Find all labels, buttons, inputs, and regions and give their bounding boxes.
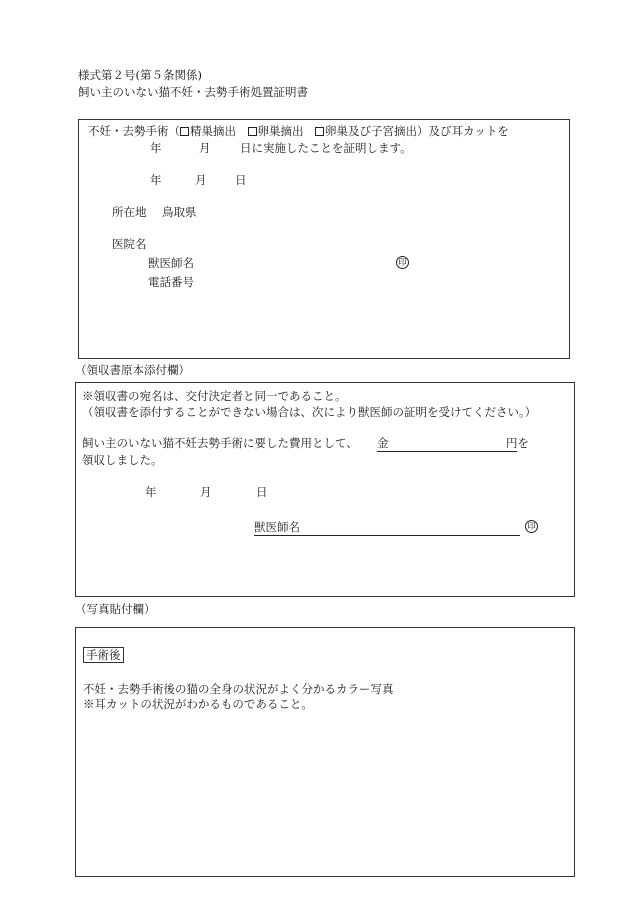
surgery-day-sentence: 日に実施したことを証明します。 xyxy=(240,141,412,155)
receipt-year-label: 年 xyxy=(145,485,157,499)
receipt-section-label: （領収書原本添付欄） xyxy=(75,363,190,377)
receipt-body-line1: 飼い主のいない猫不妊去勢手術に要した費用として、 xyxy=(82,436,358,450)
receipt-month-label: 月 xyxy=(200,485,212,499)
procedure-suffix: ）及び耳カットを xyxy=(417,124,509,138)
checkbox-testes[interactable] xyxy=(180,127,189,136)
receipt-note-2: （領収書を添付することができない場合は、次により獣医師の証明を受けてください。） xyxy=(82,405,537,419)
address-value: 鳥取県 xyxy=(162,205,197,219)
checkbox-ovaries-uterus[interactable] xyxy=(315,127,324,136)
checkbox-ovaries[interactable] xyxy=(248,127,257,136)
photo-instruction-2: ※耳カットの状況がわかるものであること。 xyxy=(83,697,313,711)
amount-yen-label: 円を xyxy=(506,436,529,450)
receipt-note-1: ※領収書の宛名は、交付決定者と同一であること。 xyxy=(82,389,347,403)
surgery-year-label: 年 xyxy=(150,141,162,155)
procedure-prefix: 不妊・去勢手術（ xyxy=(88,124,180,138)
photo-instruction-1: 不妊・去勢手術後の猫の全身の状況がよく分かるカラー写真 xyxy=(83,682,394,696)
receipt-body-line2: 領収しました。 xyxy=(82,453,163,467)
option-ovaries: 卵巣摘出 xyxy=(257,124,304,138)
photo-box xyxy=(75,627,575,877)
receipt-vet-label: 獣医師名 xyxy=(254,520,300,534)
option-ovaries-uterus: 卵巣及び子宮摘出 xyxy=(325,124,417,138)
phone-label: 電話番号 xyxy=(148,275,194,289)
photo-section-label: （写真貼付欄） xyxy=(75,602,156,616)
hospital-label: 医院名 xyxy=(112,237,147,251)
amount-kin-label: 金 xyxy=(377,436,389,450)
cert-month-label: 月 xyxy=(195,173,207,187)
cert-day-label: 日 xyxy=(235,173,247,187)
address-label: 所在地 xyxy=(112,205,147,219)
receipt-seal-icon: 印 xyxy=(525,520,538,533)
vet-name-label: 獣医師名 xyxy=(148,256,194,270)
form-number: 様式第２号(第５条関係) xyxy=(78,68,202,82)
option-testes: 精巣摘出 xyxy=(190,124,236,138)
cert-year-label: 年 xyxy=(150,173,162,187)
form-title: 飼い主のいない猫不妊・去勢手術処置証明書 xyxy=(78,85,308,99)
surgery-month-label: 月 xyxy=(199,141,211,155)
receipt-day-label: 日 xyxy=(256,485,268,499)
procedure-line xyxy=(88,124,509,140)
vet-signature-underline[interactable] xyxy=(254,535,520,536)
amount-underline[interactable] xyxy=(377,451,517,452)
after-surgery-tag: 手術後 xyxy=(83,648,124,664)
seal-icon: 印 xyxy=(396,256,409,269)
